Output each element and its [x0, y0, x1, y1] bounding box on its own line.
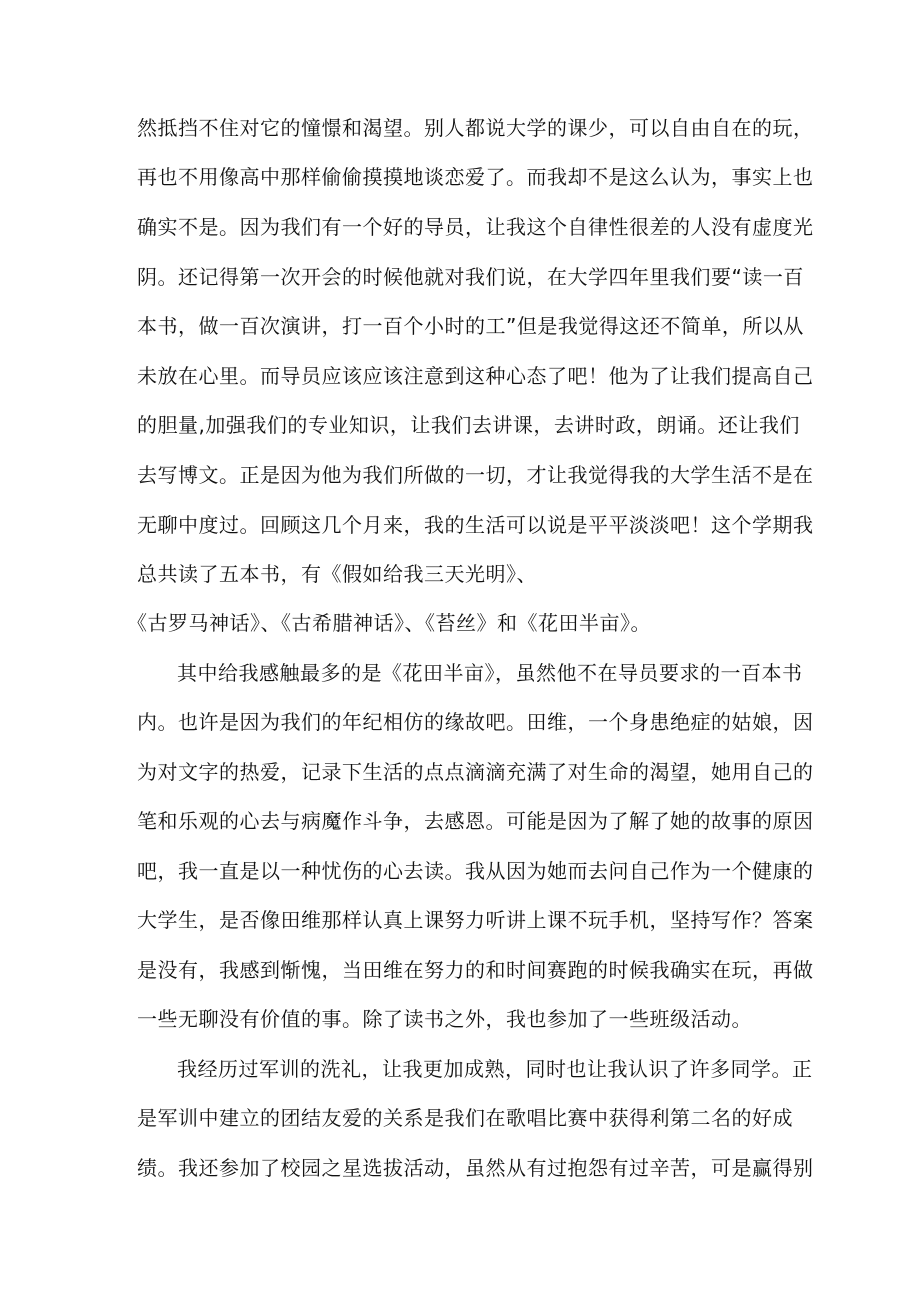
text-line: 的胆量,加强我们的专业知识，让我们去讲课，去讲时政，朗诵。还让我们: [137, 413, 800, 437]
text-line: 一些无聊没有价值的事。除了读书之外，我也参加了一些班级活动。: [137, 1007, 752, 1031]
text-line: 再也不用像高中那样偷偷摸摸地谈恋爱了。而我却不是这么认为，事实上也: [137, 165, 814, 189]
text-line: 本书，做一百次演讲，打一百个小时的工”但是我觉得这还不简单，所以从: [137, 314, 804, 338]
text-line: 为对文字的热爱，记录下生活的点点滴滴充满了对生命的渴望，她用自己的: [137, 760, 814, 784]
text-line: 是没有，我感到惭愧，当田维在努力的和时间赛跑的时候我确实在玩，再做: [137, 958, 814, 982]
text-line: 大学生，是否像田维那样认真上课努力听讲上课不玩手机，坚持写作？答案: [137, 908, 814, 932]
text-line: 去写博文。正是因为他为我们所做的一切，才让我觉得我的大学生活不是在: [137, 463, 814, 487]
text-line: 然抵挡不住对它的憧憬和渴望。别人都说大学的课少，可以自由自在的玩，: [137, 116, 814, 140]
text-line: 绩。我还参加了校园之星选拔活动，虽然从有过抱怨有过辛苦，可是赢得别: [137, 1156, 814, 1180]
paragraph-first-line: 我经历过军训的洗礼，让我更加成熟，同时也让我认识了许多同学。正: [177, 1057, 813, 1081]
text-line: 吧，我一直是以一种忧伤的心去读。我从因为她而去问自己作为一个健康的: [137, 859, 814, 883]
text-line: 未放在心里。而导员应该应该注意到这种心态了吧！他为了让我们提高自己: [137, 364, 814, 388]
text-line: 无聊中度过。回顾这几个月来，我的生活可以说是平平淡淡吧！这个学期我: [137, 513, 814, 537]
text-line: 阴。还记得第一次开会的时候他就对我们说，在大学四年里我们要“读一百: [137, 265, 804, 289]
text-line: 是军训中建立的团结友爱的关系是我们在歌唱比赛中获得利第二名的好成: [137, 1106, 793, 1130]
text-line: 内。也许是因为我们的年纪相仿的缘故吧。田维，一个身患绝症的姑娘，因: [137, 710, 814, 734]
text-line: 笔和乐观的心去与病魔作斗争，去感恩。可能是因为了解了她的故事的原因: [137, 809, 814, 833]
paragraph-first-line: 其中给我感触最多的是《花田半亩》，虽然他不在导员要求的一百本书: [177, 661, 803, 685]
text-line: 《古罗马神话》、《古希腊神话》、《苔丝》和《花田半亩》。: [127, 611, 651, 635]
text-line: 总共读了五本书，有《假如给我三天光明》、: [137, 562, 537, 586]
text-line: 确实不是。因为我们有一个好的导员，让我这个自律性很差的人没有虚度光: [137, 215, 814, 239]
